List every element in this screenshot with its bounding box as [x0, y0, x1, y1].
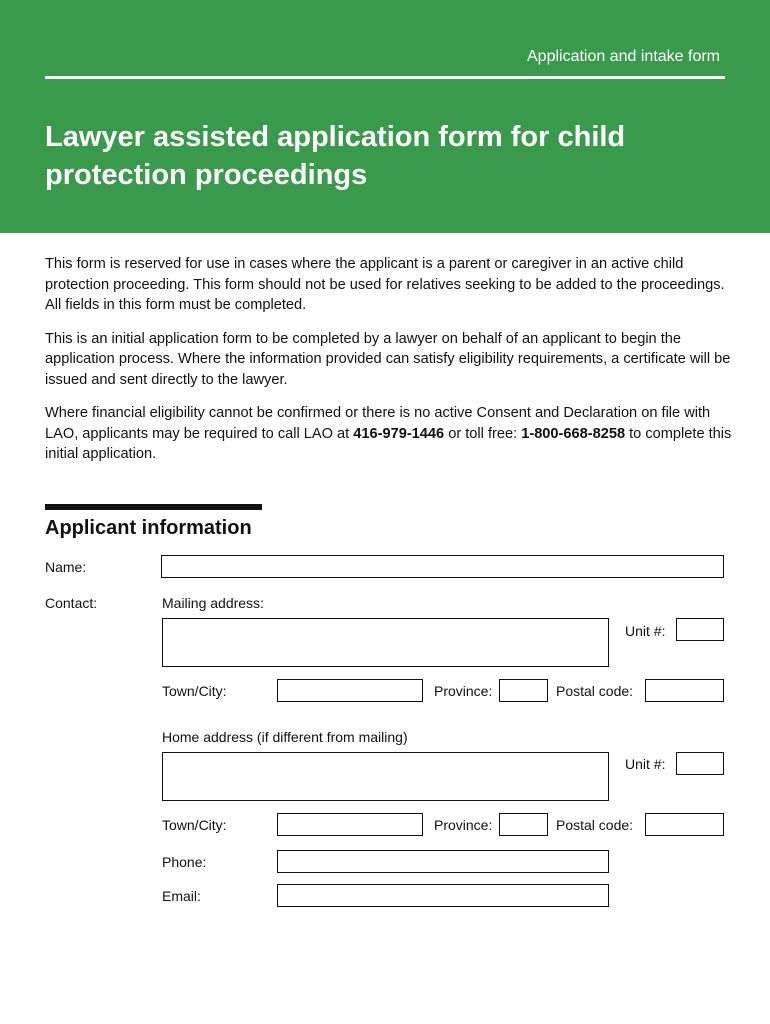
mailing-postal-box — [645, 679, 724, 702]
phone-box — [277, 850, 609, 873]
contact-label: Contact: — [45, 595, 98, 611]
name-label: Name: — [45, 559, 87, 575]
home-address-label: Home address (if different from mailing) — [162, 729, 408, 745]
mailing-postal-label: Postal code: — [556, 683, 634, 699]
home-address-input[interactable] — [163, 753, 608, 800]
intro-p3-middle: or toll free: — [444, 425, 522, 442]
intro-p3-after: to complete this initial application. — [45, 425, 732, 462]
form-type-label: Application and intake form — [527, 48, 720, 65]
mailing-town-box — [277, 679, 423, 702]
header-banner — [0, 0, 770, 233]
home-postal-input[interactable] — [646, 814, 723, 835]
phone-input[interactable] — [278, 851, 608, 872]
mailing-unit-input[interactable] — [677, 619, 723, 640]
home-unit-box — [676, 752, 724, 775]
home-unit-label: Unit #: — [625, 756, 666, 772]
home-town-box — [277, 813, 423, 836]
mailing-province-input[interactable] — [500, 680, 547, 701]
phone-label: Phone: — [162, 854, 207, 870]
intro-paragraph-3 — [45, 403, 735, 465]
home-province-box — [499, 813, 548, 836]
mailing-address-label: Mailing address: — [162, 595, 264, 611]
mailing-postal-input[interactable] — [646, 680, 723, 701]
intro-paragraph-2: This is an initial application form to be completed by a lawyer on behalf of an applicant to begin the application process. Where the information provided can satisfy eligibility requirements, a certificate will be issued and sent directly to the lawyer. — [45, 330, 731, 388]
mailing-town-input[interactable] — [278, 680, 422, 701]
intro-paragraph-1: This form is reserved for use in cases where the applicant is a parent or caregiver in an active child protection proceeding. This form should not be used for relatives seeking to be added to the proceedings. All fields in this form must be completed. — [45, 256, 725, 313]
email-label: Email: — [162, 888, 201, 904]
home-town-label: Town/City: — [162, 817, 227, 833]
mailing-address-input[interactable] — [163, 619, 608, 666]
phone-toll-free: 1-800-668-8258 — [521, 425, 626, 442]
section-divider-bar — [45, 504, 262, 510]
home-unit-input[interactable] — [677, 753, 723, 774]
page-title: Lawyer assisted application form for child protection proceedings — [45, 121, 626, 191]
mailing-province-box — [499, 679, 548, 702]
home-postal-label: Postal code: — [556, 817, 634, 833]
email-box — [277, 884, 609, 907]
intro-p3-before: Where financial eligibility cannot be confirmed or there is no active Consent and Declaration on file with LAO, applicants may be required to call LAO at — [45, 405, 711, 442]
phone-local: 416-979-1446 — [353, 425, 445, 442]
email-input[interactable] — [278, 885, 608, 906]
mailing-unit-label: Unit #: — [625, 623, 666, 639]
home-postal-box — [645, 813, 724, 836]
home-province-input[interactable] — [500, 814, 547, 835]
mailing-town-label: Town/City: — [162, 683, 227, 699]
home-province-label: Province: — [434, 817, 493, 833]
mailing-province-label: Province: — [434, 683, 493, 699]
name-field-box — [161, 555, 724, 578]
mailing-address-box — [162, 618, 609, 667]
home-town-input[interactable] — [278, 814, 422, 835]
header-divider — [45, 76, 725, 79]
name-input[interactable] — [162, 556, 723, 577]
intro-text — [45, 254, 735, 478]
mailing-unit-box — [676, 618, 724, 641]
section-title: Applicant information — [45, 517, 252, 539]
home-address-box — [162, 752, 609, 801]
